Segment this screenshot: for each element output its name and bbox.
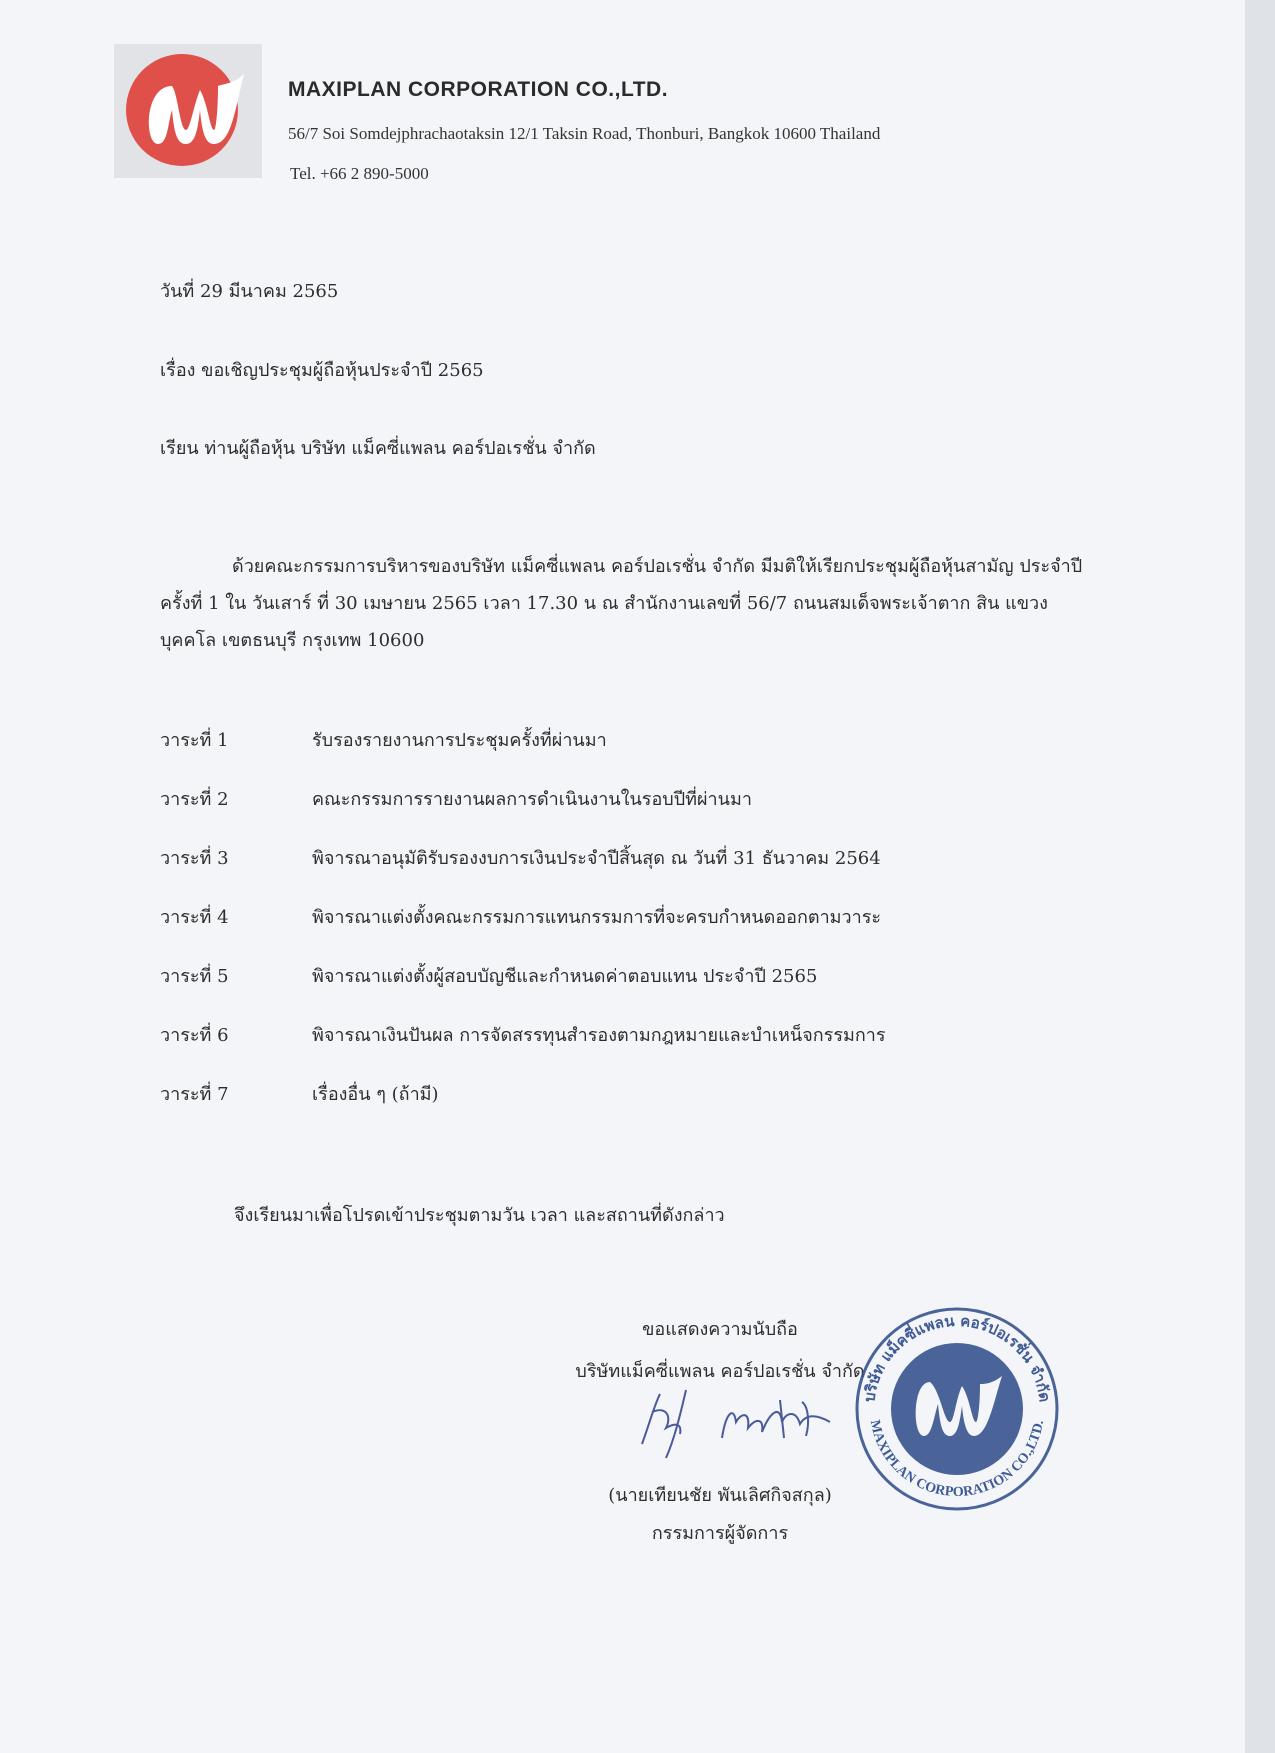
letter-body [160,548,1090,659]
agenda-item [160,1024,1060,1083]
company-phone: Tel. +66 2 890-5000 [290,164,429,183]
agenda-item [160,729,1060,788]
agenda-item [160,788,1060,847]
signer-name: (นายเทียนชัย พันเลิศกิจสกุล) [608,1485,832,1506]
seal-text-thai: บริษัท แม็คซี่แพลน คอร์ปอเรชั่น จำกัด [860,1311,1054,1404]
agenda-text: รับรองรายงานการประชุมครั้งที่ผ่านมา [312,730,607,751]
agenda-text: พิจารณาแต่งตั้งคณะกรรมการแทนกรรมการที่จะครบกำหนดออกตามวาระ [312,907,882,928]
signer-title: กรรมการผู้จัดการ [651,1523,789,1544]
company-seal [848,1300,1066,1518]
agenda-text: พิจารณาเงินปันผล การจัดสรรทุนสำรองตามกฎหมายและบำเหน็จกรรมการ [312,1025,886,1046]
company-address: 56/7 Soi Somdejphrachaotaksin 12/1 Taksin Road, Thonburi, Bangkok 10600 Thailand [288,124,881,143]
closing-sentence: จึงเรียนมาเพื่อโปรดเข้าประชุมตามวัน เวลา และสถานที่ดังกล่าว [234,1205,725,1226]
company-name: MAXIPLAN CORPORATION CO.,LTD. [288,78,669,101]
agenda-text: พิจารณาแต่งตั้งผู้สอบบัญชีและกำหนดค่าตอบแทน ประจำปี 2565 [312,966,818,987]
company-logo [114,44,262,178]
agenda-number: วาระที่ 4 [160,907,229,928]
agenda-number: วาระที่ 5 [160,966,229,987]
logo-mark-icon [114,44,262,178]
letter-date: วันที่ 29 มีนาคม 2565 [160,281,339,302]
agenda-text: พิจารณาอนุมัติรับรองงบการเงินประจำปีสิ้นสุด ณ วันที่ 31 ธันวาคม 2564 [312,848,881,869]
agenda-number: วาระที่ 6 [160,1025,229,1046]
agenda-number: วาระที่ 7 [160,1084,229,1105]
agenda-number: วาระที่ 3 [160,848,229,869]
seal-text-english: MAXIPLAN CORPORATION CO.,LTD. [866,1418,1048,1501]
agenda-item [160,965,1060,1024]
agenda-text: เรื่องอื่น ๆ (ถ้ามี) [312,1084,439,1105]
agenda-item [160,847,1060,906]
agenda-text: คณะกรรมการรายงานผลการดำเนินงานในรอบปีที่ผ่านมา [312,789,752,810]
letter-subject: เรื่อง ขอเชิญประชุมผู้ถือหุ้นประจำปี 2565 [160,360,484,381]
handwritten-signature [630,1382,860,1462]
agenda-number: วาระที่ 1 [160,730,229,751]
signing-company: บริษัทแม็คซี่แพลน คอร์ปอเรชั่น จำกัด [575,1361,865,1382]
letter-recipient: เรียน ท่านผู้ถือหุ้น บริษัท แม็คซี่แพลน คอร์ปอเรชั่น จำกัด [160,438,596,459]
agenda-number: วาระที่ 2 [160,789,229,810]
agenda-item [160,1083,1060,1142]
agenda-list [160,729,1060,1142]
letter-body-text: ด้วยคณะกรรมการบริหารของบริษัท แม็คซี่แพลน คอร์ปอเรชั่น จำกัด มีมติให้เรียกประชุมผู้ถือหุ้นสามัญ ประจำปี ครั้งที่ 1 ใน วันเสาร์ ที่ 30 เมษายน 2565 เวลา 17.30 น ณ สำนักงานเลขที่ 56/7 ถนนสมเด็จพระเจ้าตาก สิน แขวงบุคคโล เขตธนบุรี กรุงเทพ 10600 [160,556,1083,651]
agenda-item [160,906,1060,965]
regards-line: ขอแสดงความนับถือ [642,1319,798,1340]
